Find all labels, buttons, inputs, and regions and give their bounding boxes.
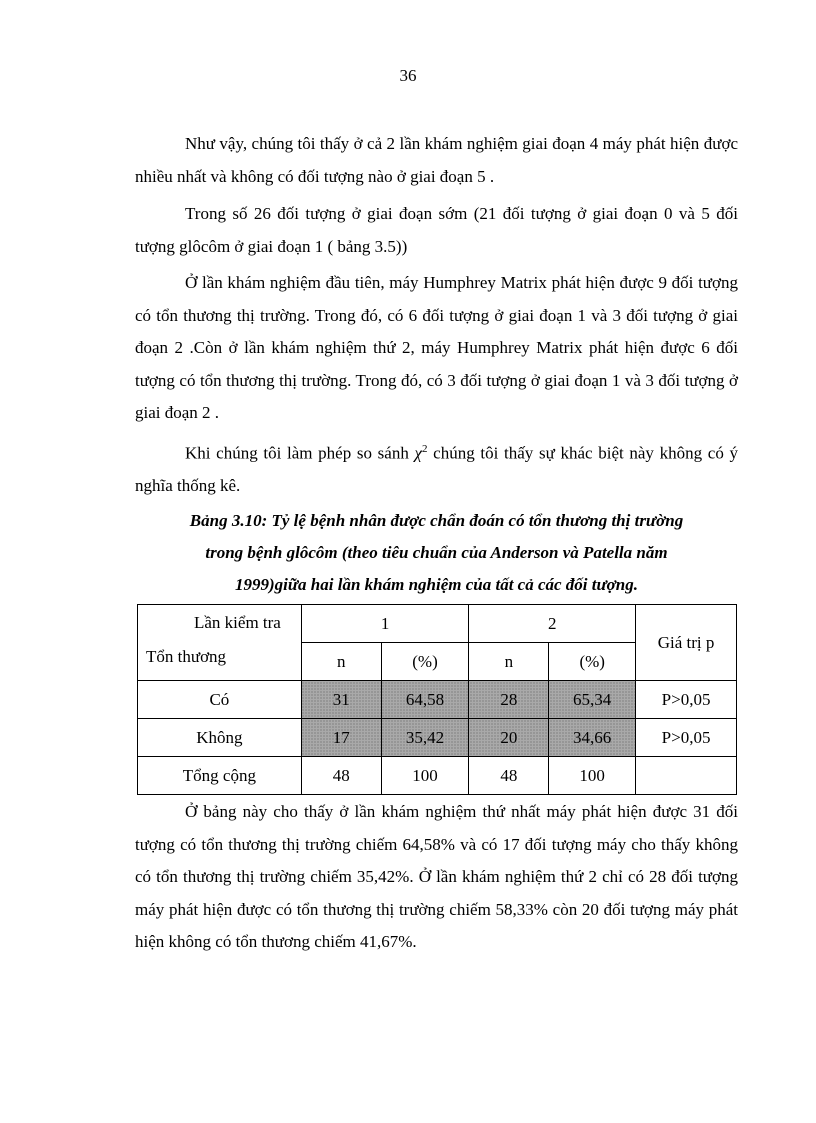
cell-pct2: 100 (549, 757, 636, 795)
chi-text-after: chúng tôi thấy sự khác biệt này không có ý nghĩa thống kê. (135, 443, 738, 496)
table-caption (135, 505, 738, 601)
cell-n2: 28 (469, 681, 549, 719)
paragraph-2: Trong số 26 đối tượng ở giai đoạn sớm (21 đối tượng ở giai đoạn 0 và 5 đối tượng glôcôm ở giai đoạn 1 ( bảng 3.5)) (135, 204, 738, 256)
table-row-total (138, 757, 737, 795)
table-row (138, 719, 737, 757)
row-label: Không (138, 719, 302, 757)
cell-n2: 20 (469, 719, 549, 757)
cell-pct1: 35,42 (381, 719, 469, 757)
results-table (137, 604, 737, 795)
subheader-pct-2: (%) (549, 643, 636, 681)
caption-line-3: 1999)giữa hai lần khám nghiệm của tất cả các đối tượng. (234, 575, 639, 594)
paragraph-1: Như vậy, chúng tôi thấy ở cả 2 lần khám nghiệm giai đoạn 4 máy phát hiện được nhiều nhất và không có đối tượng nào ở giai đoạn 5 . (135, 134, 738, 186)
page-number: 36 (399, 66, 417, 85)
corner-header-cell (138, 605, 302, 681)
cell-pct1: 64,58 (381, 681, 469, 719)
caption-line-1: Bảng 3.10: Tỷ lệ bệnh nhân được chẩn đoán có tổn thương thị trường (189, 511, 684, 530)
paragraph-chi (135, 433, 738, 503)
subheader-n-1: n (301, 643, 381, 681)
caption-line-2: trong bệnh glôcôm (theo tiêu chuẩn của Anderson và Patella năm (205, 543, 668, 562)
cell-pct2: 65,34 (549, 681, 636, 719)
cell-pct2: 34,66 (549, 719, 636, 757)
cell-pvalue (636, 757, 737, 795)
table-row (138, 681, 737, 719)
chi-symbol: χ (414, 443, 422, 463)
cell-pvalue: P>0,05 (636, 681, 737, 719)
subheader-n-2: n (469, 643, 549, 681)
subheader-pct-1: (%) (381, 643, 469, 681)
header-ton-thuong: Tổn thương (146, 647, 227, 666)
paragraph-3: Ở lần khám nghiệm đầu tiên, máy Humphrey Matrix phát hiện được 9 đối tượng có tổn thương thị trường. Trong đó, có 6 đối tượng ở giai đoạn 1 và 3 đối tượng ở giai đoạn 2 .Còn ở lần khám nghiệm thứ 2, máy Humphrey Matrix phát hiện được 6 đối tượng có tổn thương thị trường. Trong đó, có 3 đối tượng ở giai đoạn 1 và 3 đối tượng ở giai đoạn 2 . (135, 273, 738, 422)
cell-n2: 48 (469, 757, 549, 795)
cell-pct1: 100 (381, 757, 469, 795)
cell-n1: 48 (301, 757, 381, 795)
header-p-value: Giá trị p (636, 605, 737, 681)
chi-text-before: Khi chúng tôi làm phép so sánh (185, 443, 415, 463)
header-lan-kiem-tra: Lần kiểm tra (194, 613, 281, 632)
cell-n1: 31 (301, 681, 381, 719)
cell-n1: 17 (301, 719, 381, 757)
table-header-row (138, 605, 737, 643)
header-exam-1: 1 (301, 605, 469, 643)
paragraph-4: Ở bảng này cho thấy ở lần khám nghiệm thứ nhất máy phát hiện được 31 đối tượng có tổn thương thị trường chiếm 64,58% và có 17 đối tượng máy cho thấy không có tổn thương thị trường chiếm 35,42%. Ở lần khám nghiệm thứ 2 chỉ có 28 đối tượng máy phát hiện được có tổn thương thị trường chiếm 58,33% còn 20 đối tượng máy phát hiện không có tổn thương chiếm 41,67%. (135, 802, 738, 951)
row-label: Tổng cộng (138, 757, 302, 795)
row-label: Có (138, 681, 302, 719)
chi-superscript: 2 (422, 443, 428, 455)
header-exam-2: 2 (469, 605, 636, 643)
cell-pvalue: P>0,05 (636, 719, 737, 757)
